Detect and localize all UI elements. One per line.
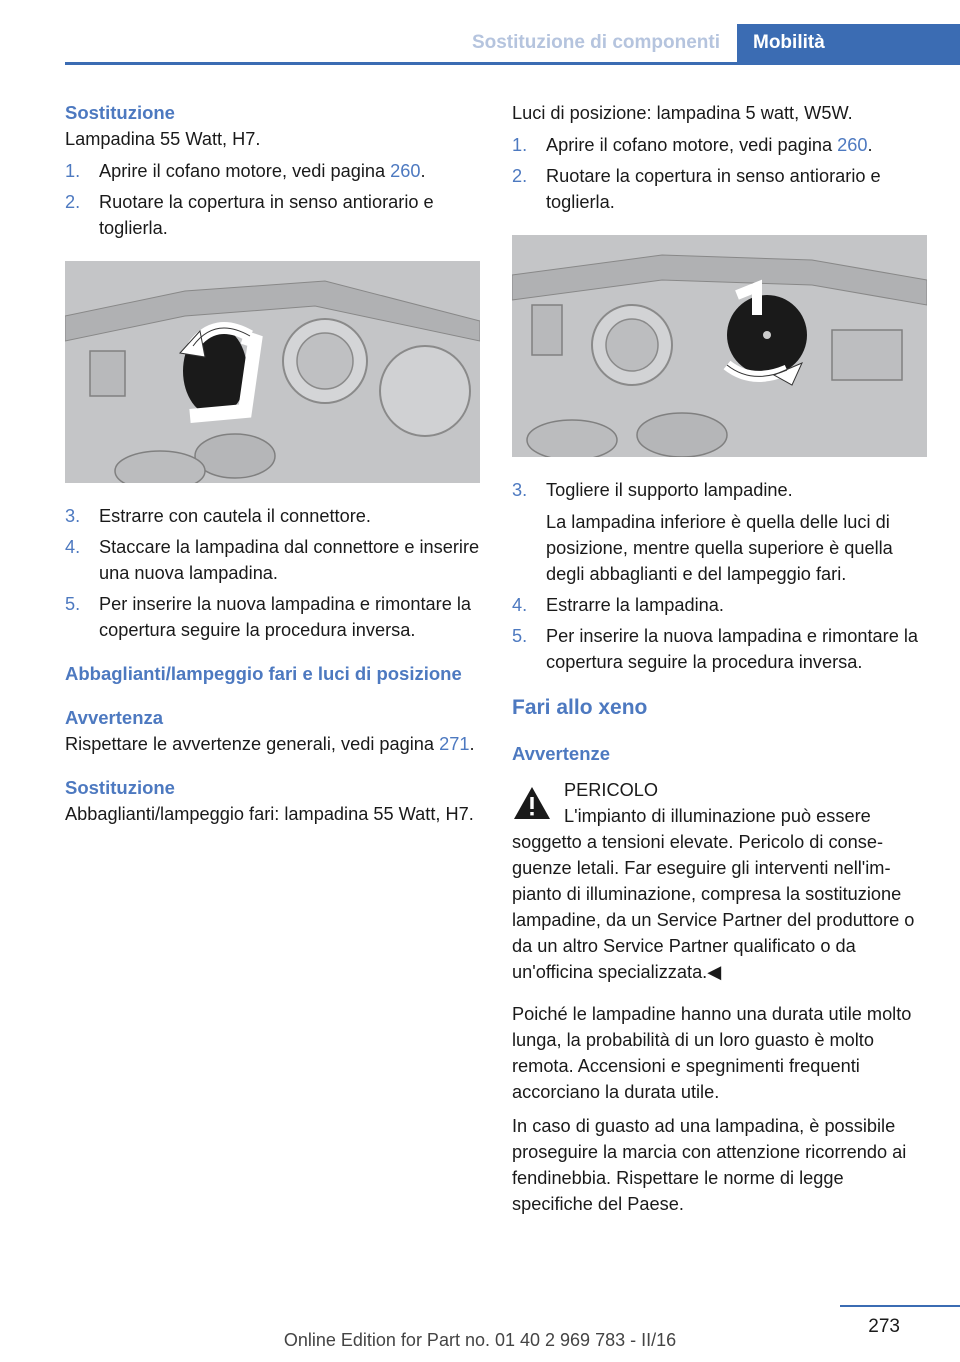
page-link[interactable]: 271 (439, 734, 470, 754)
step-text: Estrarre la lampadina. (546, 595, 724, 615)
step-number: 1. (512, 135, 528, 155)
step-number: 1. (65, 161, 81, 181)
list-item (512, 592, 927, 618)
page-number: 273 (868, 1316, 900, 1337)
list-item (65, 503, 480, 529)
paragraph: Lampadina 55 Watt, H7. (65, 129, 261, 149)
list-item (65, 534, 480, 586)
warning-text-first: L'impianto di illuminazione può essere (564, 806, 871, 826)
list-item (512, 477, 927, 587)
header-rule (65, 62, 960, 65)
step-text: Aprire il cofano motore, vedi pagina (546, 135, 838, 155)
paragraph (65, 731, 480, 757)
text: Rispettare le avvertenze generali, vedi pagina (65, 734, 440, 754)
list-item (65, 189, 480, 241)
page-link[interactable]: 260 (390, 161, 421, 181)
paragraph: Poiché le lampadine hanno una durata utile molto lunga, la probabilità di un loro guasto è molto remota. Accensioni e spegnimenti frequenti accorciano la durata utile. (512, 1004, 912, 1102)
page-link[interactable]: 260 (837, 135, 868, 155)
paragraph: Abbaglianti/lampeggio fari: lampadina 55 Watt, H7. (65, 804, 474, 824)
footer-edition: Online Edition for Part no. 01 40 2 969 783 - II/16 (283, 1330, 677, 1350)
step-note: La lampadina inferiore è quella delle luci di posizione, mentre quella superiore è quella degli abbaglianti e del lampeggio fari. (546, 512, 893, 584)
subheading-sostituzione-2: Sostituzione (65, 777, 175, 798)
step-text: Per inserire la nuova lampadina e rimontare la copertura seguire la procedura inversa. (99, 594, 472, 640)
list-item (512, 163, 927, 215)
list-item (65, 158, 480, 184)
step-text: Togliere il supporto lampadine. (546, 480, 793, 500)
paragraph: Luci di posizione: lampadina 5 watt, W5W. (512, 103, 853, 123)
step-number: 4. (65, 537, 81, 557)
step-text: Per inserire la nuova lampadina e rimontare la copertura seguire la procedura inversa. (546, 626, 919, 672)
header-section-title: Sostituzione di componenti (471, 32, 720, 53)
section-heading-xeno: Fari allo xeno (512, 696, 648, 719)
step-list (65, 503, 480, 643)
step-list (65, 158, 480, 241)
list-item (512, 132, 927, 158)
subheading-abbaglianti: Abbaglianti/lampeggio fari e luci di posizione (65, 663, 462, 684)
left-column (65, 100, 480, 827)
step-number: 3. (65, 506, 81, 526)
subheading-sostituzione: Sostituzione (65, 102, 175, 123)
warning-title: PERICOLO (564, 780, 658, 800)
step-text: Ruotare la copertura in senso antiorario e toglierla. (99, 192, 434, 238)
step-text: Estrarre con cautela il connettore. (99, 506, 371, 526)
step-text: Ruotare la copertura in senso antiorario e toglierla. (546, 166, 881, 212)
step-text-end: . (867, 135, 873, 155)
list-item (512, 623, 927, 675)
subheading-avvertenze: Avvertenze (512, 743, 611, 764)
step-number: 2. (512, 166, 528, 186)
step-list (512, 477, 927, 675)
right-column (512, 100, 927, 1217)
warning-triangle-icon (512, 785, 552, 821)
paragraph: In caso di guasto ad una lampadina, è possibile proseguire la marcia con attenzione ricorrendo ai fendinebbia. Rispettare le norme di legge specifiche del Paese. (512, 1116, 907, 1214)
warning-text: soggetto a tensioni elevate. Pericolo di conseguenze letali. Far eseguire gli interventi nell'impianto di illuminazione, compresa la sostituzione lampadine, da un Service Partner del produttore o da un altro Service Partner qualificato o da un'officina specializzata.◀ (512, 832, 915, 982)
step-number: 3. (512, 480, 528, 500)
step-number: 5. (512, 626, 528, 646)
text: . (469, 734, 475, 754)
page-number-rule (840, 1305, 960, 1307)
step-number: 4. (512, 595, 528, 615)
list-item (65, 591, 480, 643)
step-number: 2. (65, 192, 81, 212)
subheading-avvertenza: Avvertenza (65, 707, 164, 728)
step-text: Aprire il cofano motore, vedi pagina (99, 161, 391, 181)
headlight-figure-cover-removal (65, 261, 480, 483)
step-text-end: . (420, 161, 426, 181)
step-text: Staccare la lampadina dal connettore e inserire una nuova lampadina. (99, 537, 480, 583)
step-number: 5. (65, 594, 81, 614)
header-chapter-tab[interactable]: Mobilità (737, 24, 960, 62)
headlight-figure-position-light (512, 235, 927, 457)
danger-warning (512, 777, 927, 829)
step-list (512, 132, 927, 215)
